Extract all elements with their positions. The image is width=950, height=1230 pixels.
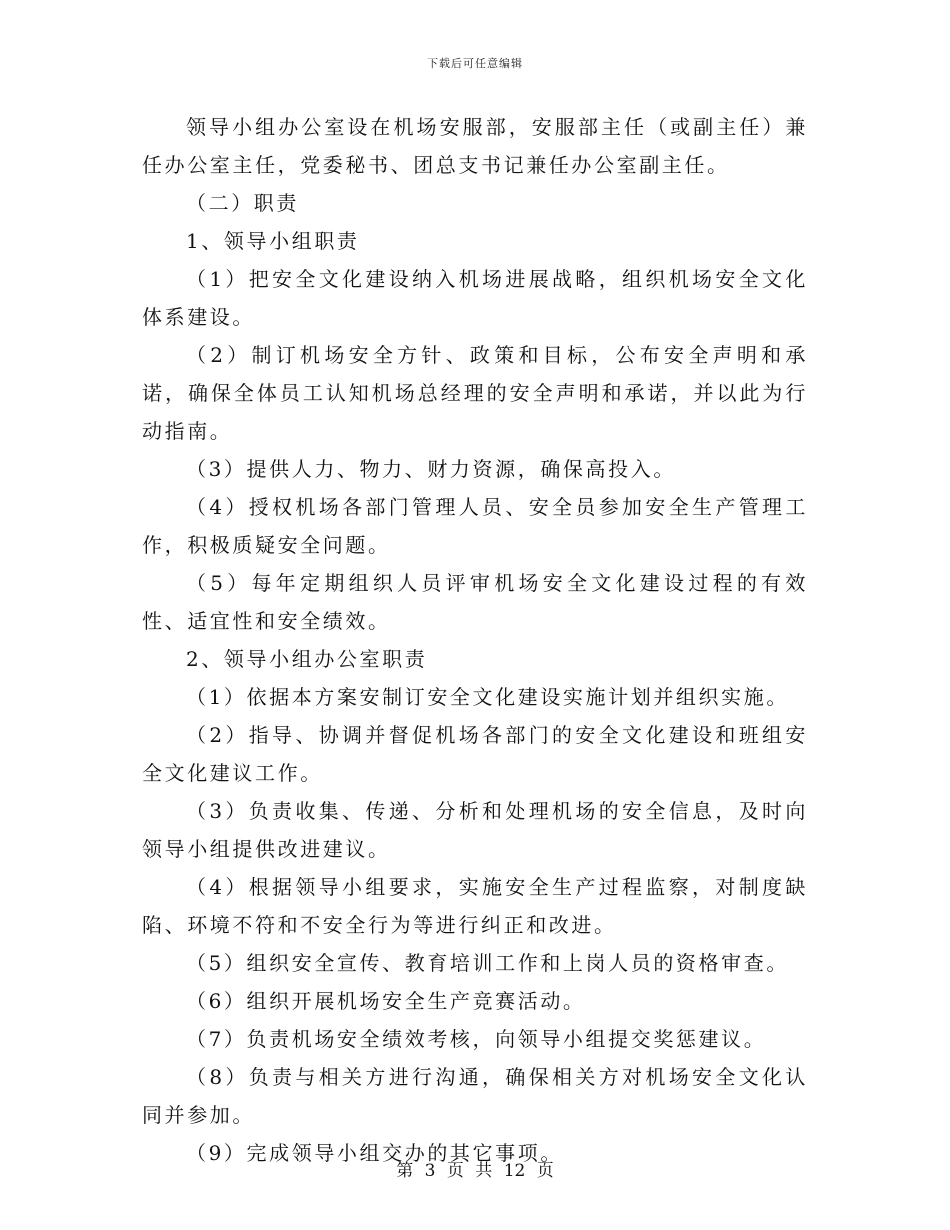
list-item: （2）制订机场安全方针、政策和目标，公布安全声明和承诺，确保全体员工认知机场总经理的安全声明和承诺，并以此为行动指南。 [142,343,808,443]
document-body [142,108,808,1172]
list-item: （4）根据领导小组要求，实施安全生产过程监察，对制度缺陷、环境不符和不安全行为等进行纠正和改进。 [142,875,808,937]
list-item: （3）提供人力、物力、财力资源，确保高投入。 [186,457,676,481]
list-item: （5）每年定期组织人员评审机场安全文化建设过程的有效性、适宜性和安全绩效。 [142,571,808,633]
paragraph: 领导小组办公室设在机场安服部，安服部主任（或副主任）兼任办公室主任，党委秘书、团总支书记兼任办公室副主任。 [142,115,808,177]
list-item: （3）负责收集、传递、分析和处理机场的安全信息，及时向领导小组提供改进建议。 [142,799,808,861]
page-header-note: 下载后可任意编辑 [427,57,523,70]
list-item: （1）依据本方案安制订安全文化建设实施计划并组织实施。 [186,685,789,709]
list-item: （7）负责机场安全绩效考核，向领导小组提交奖惩建议。 [186,1027,767,1051]
list-item: （8）负责与相关方进行沟通，确保相关方对机场安全文化认同并参加。 [142,1065,808,1127]
list-item: （2）指导、协调并督促机场各部门的安全文化建设和班组安全文化建议工作。 [142,723,808,785]
list-item: （4）授权机场各部门管理人员、安全员参加安全生产管理工作，积极质疑安全问题。 [142,495,808,557]
list-item: （6）组织开展机场安全生产竞赛活动。 [186,989,586,1013]
page-number: 第 3 页 共 12 页 [396,1161,554,1181]
subsection-heading: 1、领导小组职责 [186,229,360,253]
list-item: （5）组织安全宣传、教育培训工作和上岗人员的资格审查。 [186,951,789,975]
section-heading: （二）职责 [186,191,299,215]
list-item: （1）把安全文化建设纳入机场进展战略，组织机场安全文化体系建设。 [142,267,808,329]
subsection-heading: 2、领导小组办公室职责 [186,647,428,671]
list-item: （9）完成领导小组交办的其它事项。 [186,1141,563,1165]
